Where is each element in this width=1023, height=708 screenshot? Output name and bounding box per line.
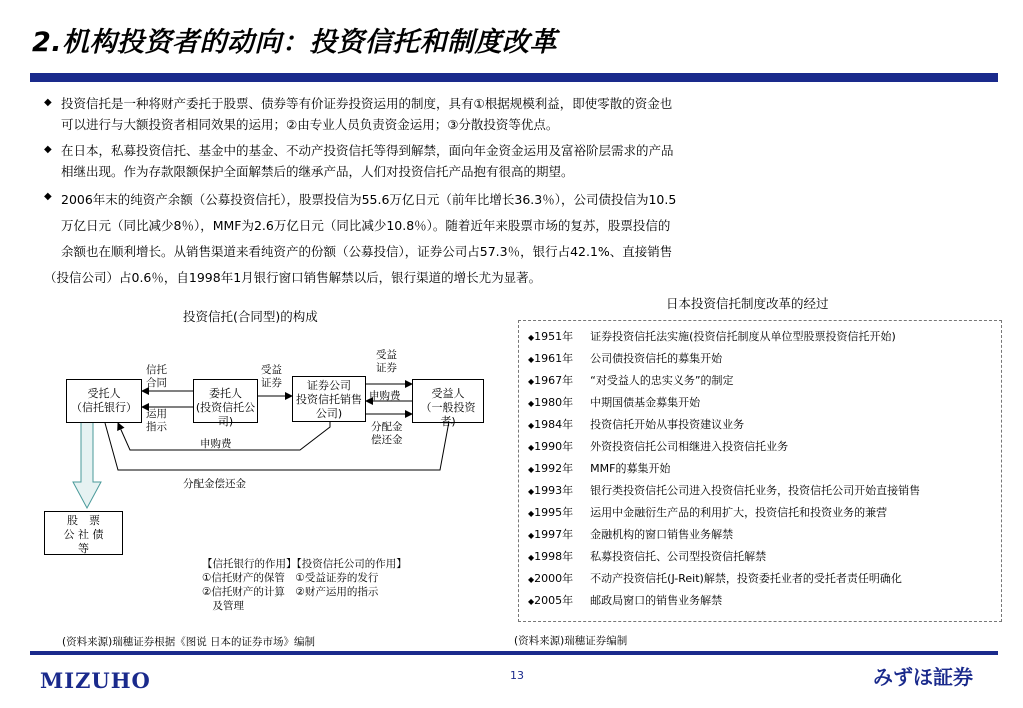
bullet-line: 在日本，私募投资信托、基金中的基金、不动产投资信托等得到解禁，面向年金资金运用及富裕阶层需求的产品 [61, 143, 674, 158]
bullet-line: 2006年末的纯资产余额（公募投资信托），股票投信为55.6万亿日元（前年比增长36.3％），公司债投信为10.5 [61, 192, 677, 207]
history-item [528, 524, 920, 546]
bullet-line: 万亿日元（同比减少8％），MMF为2.6万亿日元（同比减少10.8％）。随着近年来股票市场的复苏，股票投信的 [61, 218, 671, 233]
history-item [528, 414, 920, 436]
diamond-bullet-icon: ◆ [44, 144, 52, 155]
settlor-label: 委托人 (投资信托公司) [195, 387, 256, 428]
history-text: 证券投资信托法实施(投资信托制度从单位型股票投资信托开始) [590, 330, 896, 343]
history-source: (资料来源)瑞穗证券编制 [514, 635, 628, 647]
history-item [528, 458, 920, 480]
history-list [528, 326, 920, 612]
footer-divider [30, 651, 998, 655]
distribution-label-2: 分配金偿还金 [183, 478, 246, 490]
diamond-bullet-icon: ◆ [528, 399, 535, 408]
history-year: 1984年 [534, 418, 574, 431]
diamond-bullet-icon: ◆ [528, 487, 535, 496]
diamond-bullet-icon: ◆ [528, 531, 535, 540]
history-year: 1995年 [534, 506, 574, 519]
history-item [528, 480, 920, 502]
history-item [528, 502, 920, 524]
history-text: 银行类投资信托公司进入投资信托业务，投资信托公司开始直接销售 [590, 484, 921, 497]
diamond-bullet-icon: ◆ [528, 553, 535, 562]
bullet-item [44, 93, 844, 135]
history-text: 私募投资信托、公司型投资信托解禁 [590, 550, 767, 563]
diamond-bullet-icon: ◆ [528, 443, 535, 452]
down-arrow-icon [72, 420, 102, 510]
diamond-bullet-icon: ◆ [528, 377, 535, 386]
history-item [528, 590, 920, 612]
diamond-bullet-icon: ◆ [528, 509, 535, 518]
history-year: 1980年 [534, 396, 574, 409]
bullet-item [44, 187, 844, 291]
history-item [528, 436, 920, 458]
settlor-box [193, 379, 258, 428]
diamond-bullet-icon: ◆ [528, 333, 535, 342]
diamond-bullet-icon: ◆ [528, 465, 535, 474]
stocks-box [44, 511, 123, 555]
beneficiary-box [412, 379, 484, 428]
diamond-bullet-icon: ◆ [44, 191, 52, 202]
history-text: 公司债投资信托的募集开始 [590, 352, 723, 365]
operation-label: 运用 指示 [146, 408, 167, 433]
roles-description: 【信托银行的作用】【投资信托公司的作用】 ①信托财产的保管 ①受益证券的发行 ②信托财产的计算 ②财产运用的指示 及管理 [202, 558, 407, 612]
page-number: 13 [510, 669, 524, 682]
diamond-bullet-icon: ◆ [528, 355, 535, 364]
distribution-label-1: 分配金 偿还金 [371, 421, 403, 446]
bullet-item [44, 140, 844, 182]
mizuho-logo: MIZUHO [40, 668, 151, 693]
title-divider [30, 73, 998, 82]
diagram-source: (资料来源)瑞穗证券根据《图说 日本的证券市场》编制 [62, 636, 316, 648]
trustor-label: 受托人 （信托银行） [71, 387, 137, 414]
history-year: 2000年 [534, 572, 574, 585]
diamond-bullet-icon: ◆ [44, 97, 52, 108]
trustor-box [66, 379, 142, 423]
history-item [528, 392, 920, 414]
history-text: MMF的募集开始 [590, 462, 671, 475]
history-year: 1951年 [534, 330, 574, 343]
bullet-line: 相继出现。作为存款限额保护全面解禁后的继承产品，人们对投资信托产品抱有很高的期望。 [61, 164, 574, 179]
bullet-line: （投信公司）占0.6％，自1998年1月银行窗口销售解禁以后，银行渠道的增长尤为显著。 [44, 270, 542, 285]
history-year: 1967年 [534, 374, 574, 387]
diamond-bullet-icon: ◆ [528, 421, 535, 430]
securities-label: 证券公司 投资信托销售 公司) [296, 379, 362, 420]
bullet-list [44, 93, 844, 296]
mizuho-securities-logo: みずほ証券 [873, 665, 973, 689]
history-text: 不动产投资信托(J-Reit)解禁，投资委托业者的受托者责任明确化 [590, 572, 902, 585]
bullet-line: 投资信托是一种将财产委托于股票、债券等有价证券投资运用的制度，具有①根据规模利益，即使零散的资金也 [61, 96, 673, 111]
history-title: 日本投资信托制度改革的经过 [666, 296, 829, 311]
history-year: 2005年 [534, 594, 574, 607]
history-text: 邮政局窗口的销售业务解禁 [590, 594, 723, 607]
history-item [528, 348, 920, 370]
stocks-label: 股 票 公 社 债 等 [63, 514, 104, 555]
history-year: 1998年 [534, 550, 574, 563]
history-text: “对受益人的忠实义务”的制定 [590, 374, 734, 387]
history-item [528, 370, 920, 392]
history-year: 1990年 [534, 440, 574, 453]
bullet-line: 余额也在顺利增长。从销售渠道来看纯资产的份额（公募投信），证券公司占57.3％，银行占42.1%、直接销售 [61, 244, 673, 259]
bullet-line: 可以进行与大额投资者相同效果的运用；②由专业人员负责资金运用；③分散投资等优点。 [61, 117, 559, 132]
history-text: 运用中金融衍生产品的利用扩大，投资信托和投资业务的兼营 [590, 506, 888, 519]
beneficiary-label: 受益人 （一般投资者) [420, 387, 476, 428]
history-year: 1993年 [534, 484, 574, 497]
purchase-fee-label-2: 申购费 [200, 438, 232, 450]
history-item [528, 326, 920, 348]
beneficiary-cert-label-2: 受益 证券 [376, 349, 397, 374]
beneficiary-cert-label-1: 受益 证券 [261, 364, 282, 389]
history-item [528, 568, 920, 590]
history-year: 1961年 [534, 352, 574, 365]
securities-box [292, 376, 366, 422]
diamond-bullet-icon: ◆ [528, 575, 535, 584]
history-text: 中期国债基金募集开始 [590, 396, 701, 409]
diamond-bullet-icon: ◆ [528, 597, 535, 606]
history-text: 金融机构的窗口销售业务解禁 [590, 528, 734, 541]
trust-contract-label: 信托 合同 [146, 364, 167, 389]
history-year: 1997年 [534, 528, 574, 541]
page-title: 2.机构投资者的动向：投资信托和制度改革 [32, 27, 558, 58]
history-year: 1992年 [534, 462, 574, 475]
history-text: 投资信托开始从事投资建议业务 [590, 418, 745, 431]
purchase-fee-label-1: 申购费 [369, 390, 401, 402]
history-item [528, 546, 920, 568]
history-text: 外资投资信托公司相继进入投资信托业务 [590, 440, 789, 453]
diagram-title: 投资信托(合同型)的构成 [183, 309, 318, 324]
